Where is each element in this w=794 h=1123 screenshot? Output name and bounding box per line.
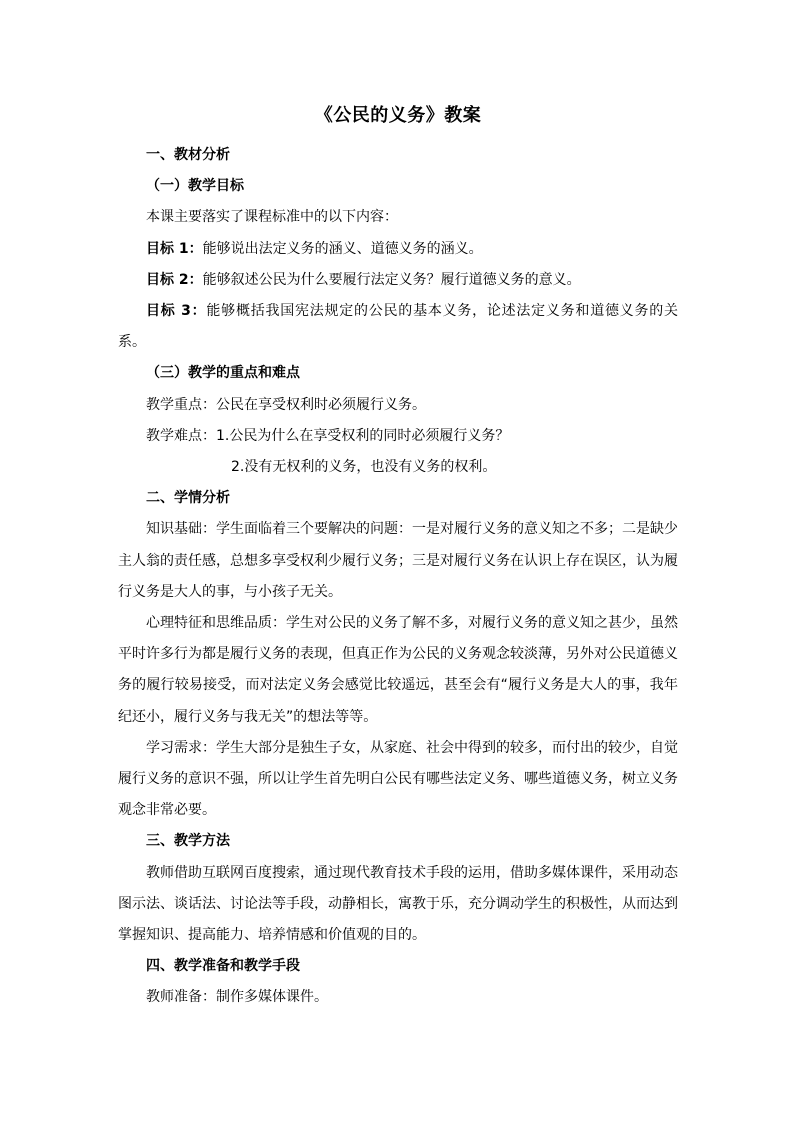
difficulty-2: 2.没有无权利的义务，也没有义务的权利。 [231, 459, 497, 476]
paragraph-methods: 教师借助互联网百度搜索，通过现代教育技术手段的运用，借助多媒体课件，采用动态图示法、谈话法、讨论法等手段，动静相长，寓教于乐，充分调动学生的积极性，从而达到掌握知识、提高能力、培养情感和价值观的目的。 [118, 864, 678, 944]
goals-intro: 本课主要落实了课程标准中的以下内容： [146, 209, 398, 226]
goal-3-text: 能够概括我国宪法规定的公民的基本义务，论述法定义务和道德义务的关系。 [118, 303, 678, 351]
document-page [118, 104, 678, 1014]
section-heading-materials: 一、教材分析 [146, 147, 230, 163]
paragraph-knowledge-base: 知识基础：学生面临着三个要解决的问题：一是对履行义务的意义知之不多；二是缺少主人翁的责任感，总想多享受权利少履行义务；三是对履行义务在认识上存在误区，认为履行义务是大人的事，与小孩子无关。 [118, 521, 678, 600]
goal-2-label: 目标 2： [146, 271, 203, 288]
goal-2-text: 能够叙述公民为什么要履行法定义务？履行道德义务的意义。 [202, 271, 581, 288]
goal-3 [118, 296, 678, 358]
difficulty-1: 教学难点：1.公民为什么在享受权利的同时必须履行义务？ [146, 427, 510, 444]
section-heading-preparation: 四、教学准备和教学手段 [146, 958, 300, 975]
goal-1-text: 能够说出法定义务的涵义、道德义务的涵义。 [202, 240, 483, 257]
subheading-key-points: （三）教学的重点和难点 [146, 365, 300, 382]
key-point: 教学重点：公民在享受权利时必须履行义务。 [146, 396, 426, 413]
subheading-teaching-goals: （一）教学目标 [146, 178, 244, 195]
section-heading-learners: 二、学情分析 [146, 490, 230, 507]
goal-1 [118, 234, 678, 265]
document-title: 《公民的义务》教案 [314, 105, 482, 126]
goal-3-label: 目标 3： [146, 303, 207, 320]
teacher-preparation: 教师准备：制作多媒体课件。 [146, 989, 328, 1006]
paragraph-psychology: 心理特征和思维品质：学生对公民的义务了解不多，对履行义务的意义知之甚少，虽然平时许多行为都是履行义务的表现，但真正作为公民的义务观念较淡薄，另外对公民道德义务的履行较易接受，而对法定义务会感觉比较遥远，甚至会有“履行义务是大人的事，我年纪还小，履行义务与我无关”的想法等等。 [118, 615, 678, 725]
goal-1-label: 目标 1： [146, 240, 203, 257]
goal-2 [118, 265, 678, 296]
paragraph-learning-needs: 学习需求：学生大部分是独生子女，从家庭、社会中得到的较多，而付出的较少，自觉履行义务的意识不强，所以让学生首先明白公民有哪些法定义务、哪些道德义务，树立义务观念非常必要。 [118, 739, 678, 819]
section-heading-methods: 三、教学方法 [146, 833, 230, 850]
